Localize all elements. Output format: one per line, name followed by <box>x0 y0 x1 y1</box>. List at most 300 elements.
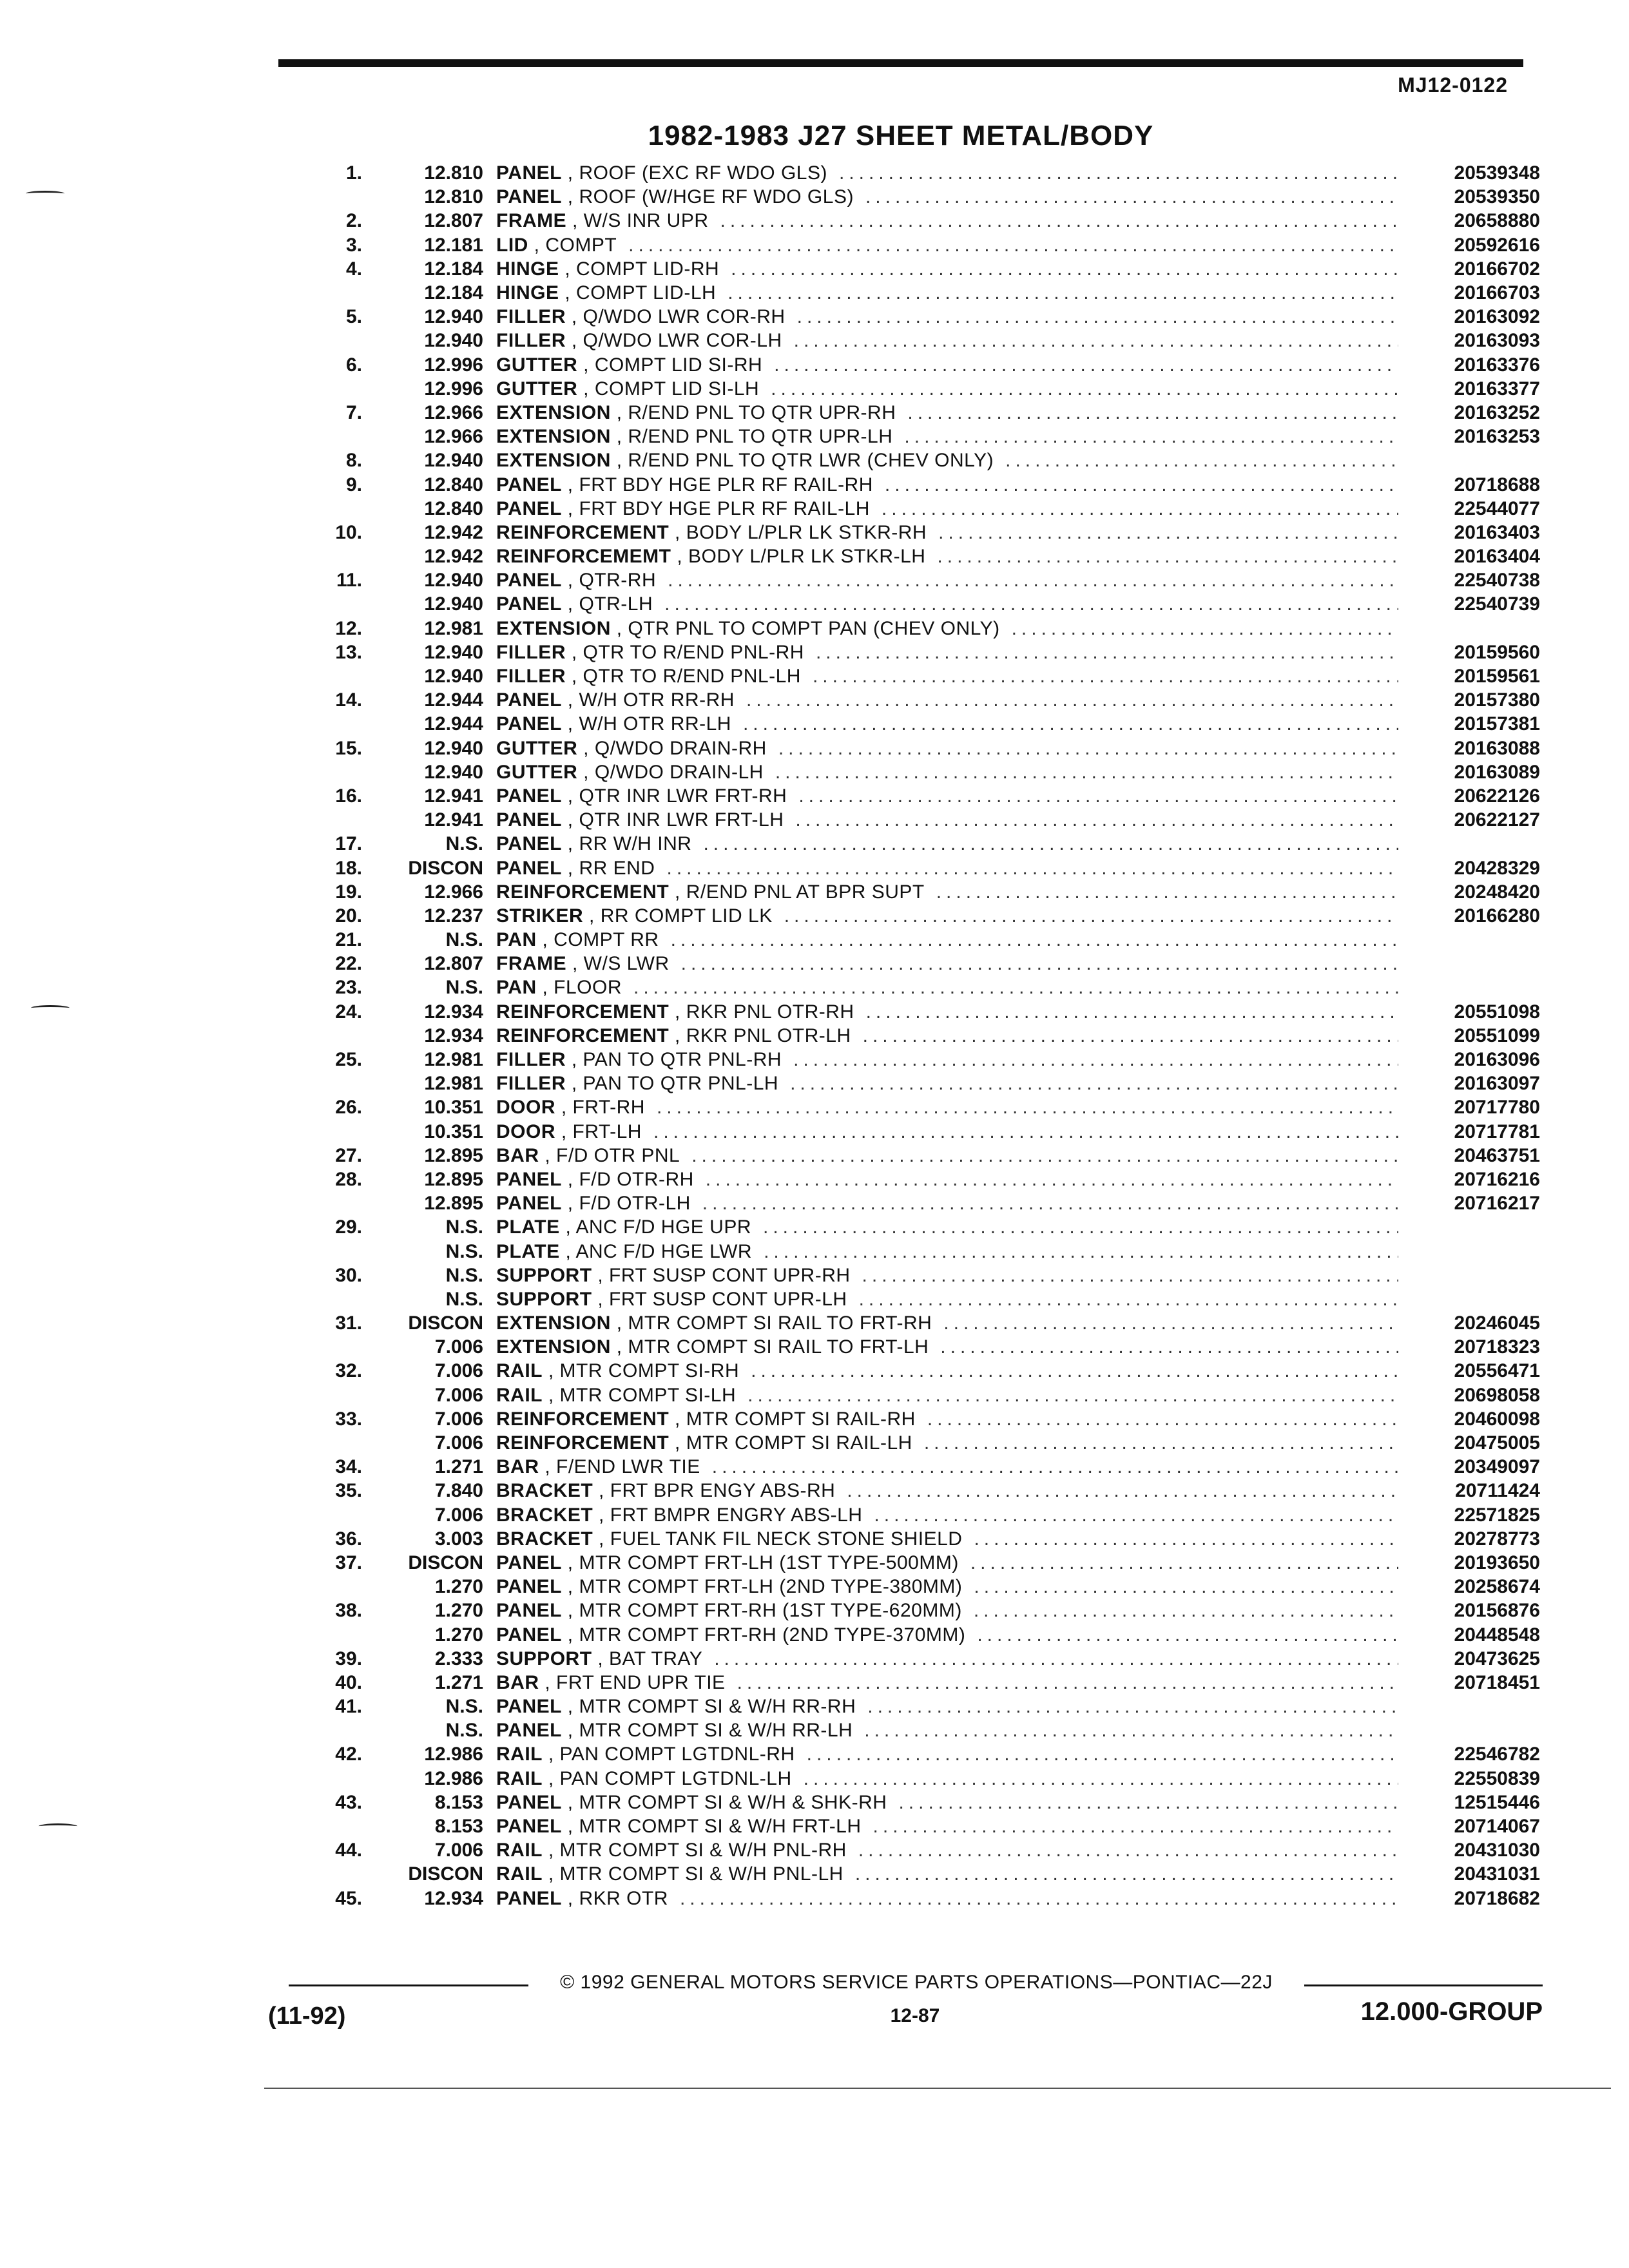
dot-leader <box>633 975 1398 999</box>
dot-leader <box>712 1455 1398 1479</box>
dot-leader <box>794 329 1398 352</box>
part-number: 20622126 <box>1454 785 1540 807</box>
table-row <box>284 1168 1540 1191</box>
group-code: N.S. <box>445 833 483 855</box>
table-row <box>284 617 1540 640</box>
dot-leader <box>664 592 1398 616</box>
part-description: PANEL , QTR INR LWR FRT-LH ..... <box>496 808 1398 832</box>
dot-leader <box>904 425 1398 448</box>
item-number <box>284 1239 367 1263</box>
part-number: 20551099 <box>1454 1024 1540 1046</box>
part-noun: PANEL <box>496 833 562 855</box>
part-number <box>1398 617 1540 640</box>
part-description: PANEL , MTR COMPT SI & W/H FRT-LH ..... <box>496 1814 1398 1838</box>
dot-leader <box>746 688 1398 712</box>
table-row <box>284 1048 1540 1072</box>
page-number: 12-87 <box>890 2005 940 2026</box>
part-description: PLATE , ANC F/D HGE UPR ..... <box>496 1215 1398 1239</box>
part-modifier: PAN COMPT LGTDNL-RH <box>559 1744 795 1765</box>
part-modifier: FRT BDY HGE PLR RF RAIL-LH <box>579 497 870 519</box>
table-row <box>284 521 1540 544</box>
part-noun: REINFORCEMENT <box>496 881 670 903</box>
part-noun: FRAME <box>496 210 567 232</box>
item-number: 37. <box>335 1552 362 1573</box>
part-description: FILLER , Q/WDO LWR COR-RH ..... <box>496 305 1398 329</box>
part-noun: FILLER <box>496 641 566 663</box>
table-row <box>284 592 1540 616</box>
part-modifier: MTR COMPT SI & W/H FRT-LH <box>579 1816 862 1838</box>
part-noun: PANEL <box>496 1168 562 1190</box>
part-noun: DOOR <box>496 1097 555 1119</box>
item-number: 36. <box>335 1528 362 1550</box>
table-row <box>284 1551 1540 1575</box>
part-number <box>1398 975 1540 999</box>
part-noun: PANEL <box>496 713 562 735</box>
part-number <box>1398 832 1540 856</box>
table-row <box>284 233 1540 257</box>
part-noun: GUTTER <box>496 737 578 759</box>
part-noun: FILLER <box>496 666 566 687</box>
group-code: 12.944 <box>424 689 483 711</box>
table-row <box>284 257 1540 281</box>
part-number: 20163403 <box>1454 521 1540 543</box>
table-row <box>284 377 1540 401</box>
dot-leader <box>898 1791 1398 1814</box>
table-row <box>284 1024 1540 1048</box>
item-number <box>284 1431 367 1455</box>
dot-leader <box>804 1767 1398 1791</box>
group-code: 12.934 <box>424 1024 483 1046</box>
part-noun: PANEL <box>496 1576 562 1598</box>
part-description: FRAME , W/S INR UPR ..... <box>496 209 1398 233</box>
item-number <box>284 664 367 688</box>
part-noun: FILLER <box>496 1049 566 1071</box>
part-modifier: BODY L/PLR LK STKR-LH <box>688 546 926 568</box>
item-number <box>284 1383 367 1407</box>
part-modifier: FRT BDY HGE PLR RF RAIL-RH <box>579 474 873 495</box>
part-noun: GUTTER <box>496 378 578 399</box>
footer-rule-right <box>1304 1984 1543 1986</box>
part-modifier: R/END PNL TO QTR LWR (CHEV ONLY) <box>628 450 994 472</box>
item-number: 26. <box>335 1097 362 1119</box>
dot-leader <box>885 473 1398 497</box>
part-modifier: BODY L/PLR LK STKR-RH <box>686 521 927 543</box>
part-number: 20711424 <box>1455 1480 1540 1502</box>
part-modifier: MTR COMPT SI RAIL-LH <box>686 1432 912 1454</box>
group-code: 12.807 <box>424 210 483 232</box>
part-description: GUTTER , COMPT LID SI-RH ..... <box>496 353 1398 377</box>
group-code: 12.941 <box>424 809 483 831</box>
part-noun: PLATE <box>496 1240 560 1262</box>
part-modifier: COMPT LID-LH <box>576 282 717 304</box>
part-modifier: COMPT LID SI-LH <box>594 378 760 399</box>
part-number: 20166702 <box>1454 258 1540 280</box>
part-noun: REINFORCEMENT <box>496 521 670 543</box>
part-description: EXTENSION , MTR COMPT SI RAIL TO FRT-LH ..... <box>496 1335 1398 1359</box>
part-noun: BRACKET <box>496 1504 593 1526</box>
table-row <box>284 1599 1540 1622</box>
dot-leader <box>628 233 1398 257</box>
item-number: 21. <box>335 929 362 951</box>
item-number <box>284 712 367 736</box>
dot-leader <box>940 1335 1398 1359</box>
table-row <box>284 1527 1540 1551</box>
group-code: 12.940 <box>424 306 483 328</box>
part-description: PANEL , MTR COMPT FRT-LH (1ST TYPE-500MM) ..... <box>496 1551 1398 1575</box>
part-noun: FILLER <box>496 306 566 328</box>
table-row <box>284 1862 1540 1886</box>
part-noun: SUPPORT <box>496 1648 592 1669</box>
part-noun: PLATE <box>496 1216 560 1238</box>
group-code: DISCON <box>408 857 483 879</box>
item-number <box>284 281 367 305</box>
part-description: DOOR , FRT-RH ..... <box>496 1095 1398 1119</box>
dot-leader <box>977 1623 1398 1647</box>
part-description: PLATE , ANC F/D HGE LWR ..... <box>496 1239 1398 1263</box>
part-modifier: MTR COMPT SI-LH <box>559 1384 737 1406</box>
dot-leader <box>859 1287 1398 1311</box>
group-code: 12.986 <box>424 1767 483 1789</box>
part-modifier: R/END PNL TO QTR UPR-LH <box>628 426 893 448</box>
part-modifier: MTR COMPT SI & W/H & SHK-RH <box>579 1791 887 1813</box>
table-row <box>284 425 1540 448</box>
part-modifier: Q/WDO LWR COR-LH <box>583 330 782 352</box>
group-code: N.S. <box>445 1720 483 1742</box>
part-noun: DOOR <box>496 1120 555 1142</box>
part-number: 20539350 <box>1454 186 1540 208</box>
table-row <box>284 1000 1540 1024</box>
table-row <box>284 1095 1540 1119</box>
dot-leader <box>764 1240 1398 1264</box>
part-noun: REINFORCEMEMT <box>496 546 671 568</box>
dot-leader <box>936 880 1398 904</box>
part-modifier: MTR COMPT FRT-RH (1ST TYPE-620MM) <box>579 1600 962 1622</box>
group-code: 12.810 <box>424 162 483 184</box>
group-code: N.S. <box>445 1264 483 1286</box>
item-number: 9. <box>345 474 362 495</box>
part-number: 20163097 <box>1454 1073 1540 1095</box>
part-description: LID , COMPT ..... <box>496 233 1398 257</box>
part-modifier: QTR INR LWR FRT-LH <box>579 809 784 831</box>
item-number <box>284 1287 367 1311</box>
part-modifier: RKR OTR <box>579 1887 668 1909</box>
part-description: DOOR , FRT-LH ..... <box>496 1120 1398 1144</box>
part-number: 20248420 <box>1454 881 1540 903</box>
item-number: 44. <box>335 1840 362 1861</box>
part-modifier: QTR TO R/END PNL-RH <box>583 641 804 663</box>
item-number <box>284 1575 367 1599</box>
part-description: BRACKET , FUEL TANK FIL NECK STONE SHIELD ..... <box>496 1527 1398 1551</box>
part-noun: PANEL <box>496 1696 562 1718</box>
group-code: 7.006 <box>434 1336 483 1358</box>
part-modifier: MTR COMPT SI RAIL-RH <box>686 1408 916 1430</box>
part-description: PANEL , RR W/H INR ..... <box>496 832 1398 856</box>
part-description: BRACKET , FRT BPR ENGY ABS-RH ..... <box>496 1479 1398 1503</box>
dot-leader <box>865 185 1398 209</box>
part-number: 20278773 <box>1454 1528 1540 1550</box>
item-number: 29. <box>335 1216 362 1238</box>
table-row <box>284 1407 1540 1431</box>
group-code: 1.271 <box>434 1456 483 1478</box>
part-noun: FILLER <box>496 1073 566 1095</box>
table-row <box>284 1072 1540 1095</box>
dot-leader <box>731 257 1398 281</box>
table-row <box>284 832 1540 856</box>
part-noun: PANEL <box>496 1887 562 1909</box>
part-modifier: MTR COMPT SI & W/H RR-LH <box>579 1720 853 1742</box>
part-modifier: FRT BMPR ENGRY ABS-LH <box>610 1504 863 1526</box>
item-number: 19. <box>335 881 362 903</box>
part-description: EXTENSION , R/END PNL TO QTR LWR (CHEV ONLY) ..... <box>496 448 1398 472</box>
group-code: 12.895 <box>424 1168 483 1190</box>
part-number: 20718451 <box>1454 1671 1540 1693</box>
part-description: PANEL , FRT BDY HGE PLR RF RAIL-LH ..... <box>496 497 1398 521</box>
part-number: 20716217 <box>1454 1193 1540 1215</box>
group-code: 12.934 <box>424 1887 483 1909</box>
table-row <box>284 1503 1540 1527</box>
dot-leader <box>855 1862 1398 1886</box>
part-description: PANEL , RKR OTR ..... <box>496 1887 1398 1910</box>
part-modifier: F/END LWR TIE <box>556 1456 700 1478</box>
group-code: 12.941 <box>424 785 483 807</box>
table-row <box>284 1215 1540 1239</box>
group-code: 12.981 <box>424 617 483 639</box>
dot-leader <box>668 568 1398 592</box>
dot-leader <box>771 377 1398 401</box>
group-code: 12.966 <box>424 401 483 423</box>
table-row <box>284 1144 1540 1168</box>
item-number <box>284 1622 367 1646</box>
item-number <box>284 1814 367 1838</box>
table-row <box>284 928 1540 952</box>
group-code: 12.996 <box>424 354 483 376</box>
item-number: 13. <box>335 641 362 663</box>
dot-leader <box>1005 448 1398 472</box>
group-label: 12.000-GROUP <box>1360 1997 1543 2026</box>
part-description: RAIL , MTR COMPT SI & W/H PNL-LH ..... <box>496 1862 1398 1886</box>
dot-leader <box>858 1838 1398 1862</box>
dot-leader <box>706 1168 1398 1191</box>
group-code: 7.006 <box>434 1360 483 1382</box>
item-number: 25. <box>335 1049 362 1071</box>
part-description: PANEL , MTR COMPT SI & W/H & SHK-RH ..... <box>496 1791 1398 1814</box>
item-number: 40. <box>335 1671 362 1693</box>
dot-leader <box>863 1024 1398 1048</box>
parts-list-body <box>284 161 1540 1910</box>
part-description: PANEL , MTR COMPT FRT-LH (2ND TYPE-380MM) ..... <box>496 1575 1398 1599</box>
part-modifier: MTR COMPT SI & W/H RR-RH <box>579 1696 856 1718</box>
item-number: 23. <box>335 977 362 999</box>
part-noun: SUPPORT <box>496 1288 592 1310</box>
item-number: 22. <box>335 953 362 975</box>
group-code: 12.996 <box>424 378 483 399</box>
item-number <box>284 1072 367 1095</box>
dot-leader <box>807 1742 1398 1766</box>
part-noun: PANEL <box>496 593 562 615</box>
part-number <box>1398 1695 1540 1718</box>
part-modifier: FRT BPR ENGY ABS-RH <box>610 1480 836 1502</box>
part-description: FILLER , PAN TO QTR PNL-RH ..... <box>496 1048 1398 1072</box>
group-code: 12.981 <box>424 1049 483 1071</box>
part-modifier: QTR-LH <box>579 593 653 615</box>
part-noun: PANEL <box>496 1624 562 1646</box>
table-row <box>284 1647 1540 1671</box>
dot-leader <box>974 1575 1398 1599</box>
part-modifier: W/S INR UPR <box>583 210 709 232</box>
item-number: 42. <box>335 1744 362 1765</box>
dot-leader <box>927 1407 1398 1431</box>
group-code: 3.003 <box>434 1528 483 1550</box>
table-row <box>284 760 1540 784</box>
part-number: 20163096 <box>1454 1049 1540 1071</box>
group-code: 8.153 <box>434 1816 483 1838</box>
part-description: PANEL , QTR-RH ..... <box>496 568 1398 592</box>
group-code: 12.940 <box>424 330 483 352</box>
dot-leader <box>774 353 1398 377</box>
part-description: FILLER , QTR TO R/END PNL-LH ..... <box>496 664 1398 688</box>
dot-leader <box>839 161 1398 185</box>
dot-leader <box>816 640 1398 664</box>
part-number: 20163253 <box>1454 426 1540 448</box>
dot-leader <box>974 1527 1398 1551</box>
table-row <box>284 353 1540 377</box>
part-modifier: COMPT LID SI-RH <box>594 354 763 376</box>
part-modifier: FUEL TANK FIL NECK STONE SHIELD <box>610 1528 963 1550</box>
part-number: 20163252 <box>1454 401 1540 423</box>
part-number: 20592616 <box>1454 234 1540 256</box>
group-code: N.S. <box>445 977 483 999</box>
table-row <box>284 1335 1540 1359</box>
part-number <box>1398 952 1540 975</box>
item-number: 8. <box>345 450 362 472</box>
item-number: 39. <box>335 1648 362 1669</box>
part-noun: HINGE <box>496 282 559 304</box>
part-noun: BAR <box>496 1671 539 1693</box>
part-noun: PAN <box>496 977 537 999</box>
group-code: 12.981 <box>424 1073 483 1095</box>
dot-leader <box>751 1359 1398 1383</box>
table-row <box>284 209 1540 233</box>
part-modifier: PAN TO QTR PNL-RH <box>583 1049 782 1071</box>
item-number: 4. <box>345 258 362 280</box>
part-noun: EXTENSION <box>496 1312 611 1334</box>
part-modifier: FLOOR <box>554 977 622 999</box>
dot-leader <box>797 305 1398 329</box>
group-code: 12.966 <box>424 881 483 903</box>
item-number <box>284 1862 367 1886</box>
part-description: BRACKET , FRT BMPR ENGRY ABS-LH ..... <box>496 1503 1398 1527</box>
part-description: RAIL , PAN COMPT LGTDNL-RH ..... <box>496 1742 1398 1766</box>
item-number: 31. <box>335 1312 362 1334</box>
part-number: 20163088 <box>1454 737 1540 759</box>
binder-hole-mark <box>26 191 64 197</box>
binder-hole-mark <box>31 1005 70 1011</box>
part-noun: RAIL <box>496 1360 543 1382</box>
part-modifier: MTR COMPT SI & W/H PNL-RH <box>559 1840 847 1861</box>
part-number: 20166703 <box>1454 282 1540 304</box>
group-code: 12.895 <box>424 1144 483 1166</box>
part-noun: PANEL <box>496 1791 562 1813</box>
item-number <box>284 1335 367 1359</box>
footer-rule-left <box>289 1984 528 1986</box>
table-row <box>284 1742 1540 1766</box>
part-description: FRAME , W/S LWR ..... <box>496 952 1398 975</box>
revision-date: (11-92) <box>268 2003 346 2030</box>
item-number: 5. <box>345 306 362 328</box>
part-number <box>1398 1239 1540 1263</box>
part-modifier: RR COMPT LID LK <box>600 905 773 927</box>
table-row <box>284 1120 1540 1144</box>
group-code: N.S. <box>445 929 483 951</box>
item-number: 35. <box>335 1480 362 1502</box>
group-code: DISCON <box>408 1552 483 1573</box>
binder-hole-mark <box>39 1823 77 1829</box>
item-number: 45. <box>335 1887 362 1909</box>
part-modifier: MTR COMPT SI-RH <box>559 1360 740 1382</box>
part-number: 20716216 <box>1454 1168 1540 1190</box>
part-description: GUTTER , COMPT LID SI-LH ..... <box>496 377 1398 401</box>
item-number: 20. <box>335 905 362 927</box>
part-number <box>1398 1718 1540 1742</box>
part-description: PANEL , MTR COMPT FRT-RH (2ND TYPE-370MM) ..... <box>496 1622 1398 1646</box>
part-number: 20714067 <box>1454 1816 1540 1838</box>
group-code: 12.895 <box>424 1193 483 1215</box>
table-row <box>284 1622 1540 1646</box>
part-noun: PANEL <box>496 497 562 519</box>
part-description: PANEL , RR END ..... <box>496 856 1398 879</box>
part-description: EXTENSION , R/END PNL TO QTR UPR-LH ..... <box>496 425 1398 448</box>
part-description: PANEL , ROOF (W/HGE RF WDO GLS) ..... <box>496 185 1398 209</box>
part-number: 20698058 <box>1454 1384 1540 1406</box>
part-number: 22550839 <box>1454 1767 1540 1789</box>
group-code: 12.940 <box>424 666 483 687</box>
part-modifier: MTR COMPT FRT-RH (2ND TYPE-370MM) <box>579 1624 966 1646</box>
part-noun: PANEL <box>496 857 562 879</box>
part-noun: PANEL <box>496 809 562 831</box>
table-row <box>284 544 1540 568</box>
part-description: BAR , F/D OTR PNL ..... <box>496 1144 1398 1168</box>
header-rule <box>278 59 1523 67</box>
part-description: STRIKER , RR COMPT LID LK ..... <box>496 904 1398 928</box>
group-code: 12.807 <box>424 953 483 975</box>
dot-leader <box>680 1887 1398 1910</box>
dot-leader <box>970 1551 1398 1575</box>
dot-leader <box>1012 617 1398 640</box>
part-noun: RAIL <box>496 1767 543 1789</box>
dot-leader <box>790 1072 1398 1095</box>
table-row <box>284 1359 1540 1383</box>
item-number: 41. <box>335 1696 362 1718</box>
part-noun: PANEL <box>496 186 562 208</box>
part-noun: RAIL <box>496 1384 543 1406</box>
group-code: 10.351 <box>424 1120 483 1142</box>
part-modifier: RKR PNL OTR-LH <box>686 1024 851 1046</box>
part-description: FILLER , PAN TO QTR PNL-LH ..... <box>496 1072 1398 1095</box>
dot-leader <box>924 1431 1398 1455</box>
part-number: 20163377 <box>1454 378 1540 399</box>
group-code: 12.184 <box>424 258 483 280</box>
dot-leader <box>703 832 1398 856</box>
part-number: 20431031 <box>1454 1863 1540 1885</box>
part-number: 20718323 <box>1454 1336 1540 1358</box>
item-number <box>284 544 367 568</box>
part-noun: RAIL <box>496 1863 543 1885</box>
part-description: RAIL , MTR COMPT SI & W/H PNL-RH ..... <box>496 1838 1398 1862</box>
part-noun: RAIL <box>496 1840 543 1861</box>
group-code: 1.270 <box>434 1576 483 1598</box>
part-description: BAR , FRT END UPR TIE ..... <box>496 1671 1398 1695</box>
part-modifier: R/END PNL AT BPR SUPT <box>686 881 925 903</box>
